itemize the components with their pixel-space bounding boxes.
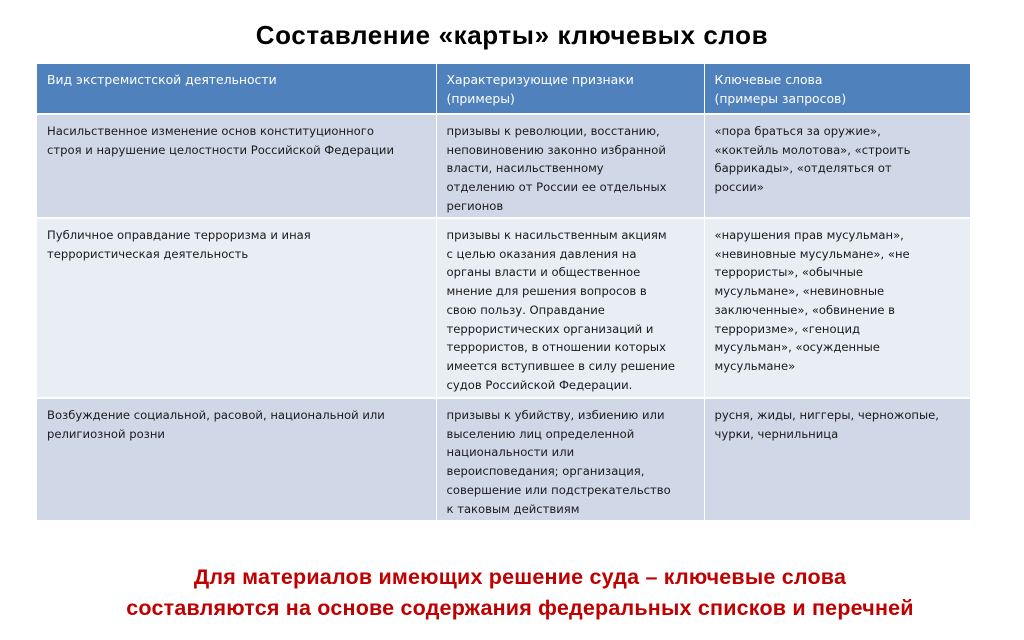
- cell-line: «невиновные мусульмане», «не: [714, 246, 910, 261]
- cell-line: совершение или подстрекательство: [446, 482, 671, 497]
- table-row: [37, 218, 970, 398]
- cell-line: выселению лиц определенной: [446, 426, 635, 441]
- keywords-map-table: [37, 64, 970, 520]
- header-features: [436, 64, 704, 114]
- note-line: Для материалов имеющих решение суда – ключевые слова: [193, 565, 847, 589]
- cell-line: религиозной розни: [47, 426, 165, 441]
- cell-line: террористы», «обычные: [714, 265, 864, 280]
- table-row: [37, 114, 970, 218]
- cell-line: Публичное оправдание терроризма и иная: [47, 228, 311, 242]
- cell-line: мусульман», «осужденные: [714, 340, 880, 355]
- header-line: Ключевые слова: [714, 72, 823, 87]
- cell-line: мусульмане»: [714, 358, 796, 373]
- note-line: составляются на основе содержания федеральных списков и перечней: [126, 596, 914, 620]
- cell-keywords: [704, 398, 970, 520]
- cell-line: свою пользу. Оправдание: [446, 302, 605, 317]
- cell-line: органы власти и общественное: [446, 265, 641, 280]
- cell-line: неповиновению законно избранной: [446, 142, 666, 157]
- table-header-row: [37, 64, 970, 114]
- cell-line: имеется вступившее в силу решение: [446, 358, 676, 373]
- cell-line: призывы к убийству, избиению или: [446, 408, 665, 422]
- header-keywords: [704, 64, 970, 114]
- cell-line: мнение для решения вопросов в: [446, 284, 647, 299]
- header-line: Вид экстремистской деятельности: [47, 72, 277, 87]
- cell-line: «нарушения прав мусульман»,: [714, 228, 904, 242]
- cell-line: к таковым действиям: [446, 501, 580, 516]
- cell-line: «коктейль молотова», «строить: [714, 142, 911, 157]
- cell-line: террористическая деятельность: [47, 246, 249, 261]
- cell-activity-type: [37, 218, 436, 398]
- cell-line: национальности или: [446, 445, 575, 460]
- header-line: (примеры запросов): [714, 91, 847, 106]
- cell-line: с целью оказания давления на: [446, 246, 637, 261]
- cell-keywords: [704, 218, 970, 398]
- cell-line: заключенные», «обвинение в: [714, 302, 896, 317]
- cell-features: [436, 114, 704, 218]
- cell-line: терроризме», «геноцид: [714, 321, 861, 336]
- cell-line: вероисповедания; организация,: [446, 464, 645, 479]
- cell-line: русня, жиды, ниггеры, черножопые,: [714, 408, 939, 422]
- cell-line: регионов: [446, 198, 504, 213]
- cell-line: мусульмане», «невиновные: [714, 284, 885, 299]
- cell-line: призывы к насильственным акциям: [446, 228, 667, 242]
- cell-line: Возбуждение социальной, расовой, национальной или: [47, 408, 385, 422]
- cell-line: строя и нарушение целостности Российской Федерации: [47, 142, 394, 157]
- slide-title: Составление «карты» ключевых слов: [255, 20, 769, 50]
- cell-line: террористов, в отношении которых: [446, 340, 666, 355]
- cell-line: отделению от России ее отдельных: [446, 180, 667, 195]
- table-row: [37, 398, 970, 520]
- cell-activity-type: [37, 114, 436, 218]
- cell-line: чурки, чернильница: [714, 426, 839, 441]
- cell-line: баррикады», «отделяться от: [714, 161, 892, 176]
- header-line: Характеризующие признаки: [446, 72, 634, 87]
- cell-keywords: [704, 114, 970, 218]
- cell-activity-type: [37, 398, 436, 520]
- cell-line: власти, насильственному: [446, 161, 604, 176]
- header-line: (примеры): [446, 91, 515, 106]
- header-activity-type: [37, 64, 436, 114]
- cell-line: Насильственное изменение основ конституционного: [47, 124, 374, 138]
- cell-features: [436, 218, 704, 398]
- cell-line: россии»: [714, 180, 764, 195]
- cell-line: призывы к революции, восстанию,: [446, 124, 660, 138]
- cell-line: судов Российской Федерации.: [446, 377, 633, 392]
- cell-line: «пора браться за оружие»,: [714, 124, 881, 138]
- cell-line: террористических организаций и: [446, 321, 654, 336]
- cell-features: [436, 398, 704, 520]
- court-decision-note: [0, 562, 1024, 624]
